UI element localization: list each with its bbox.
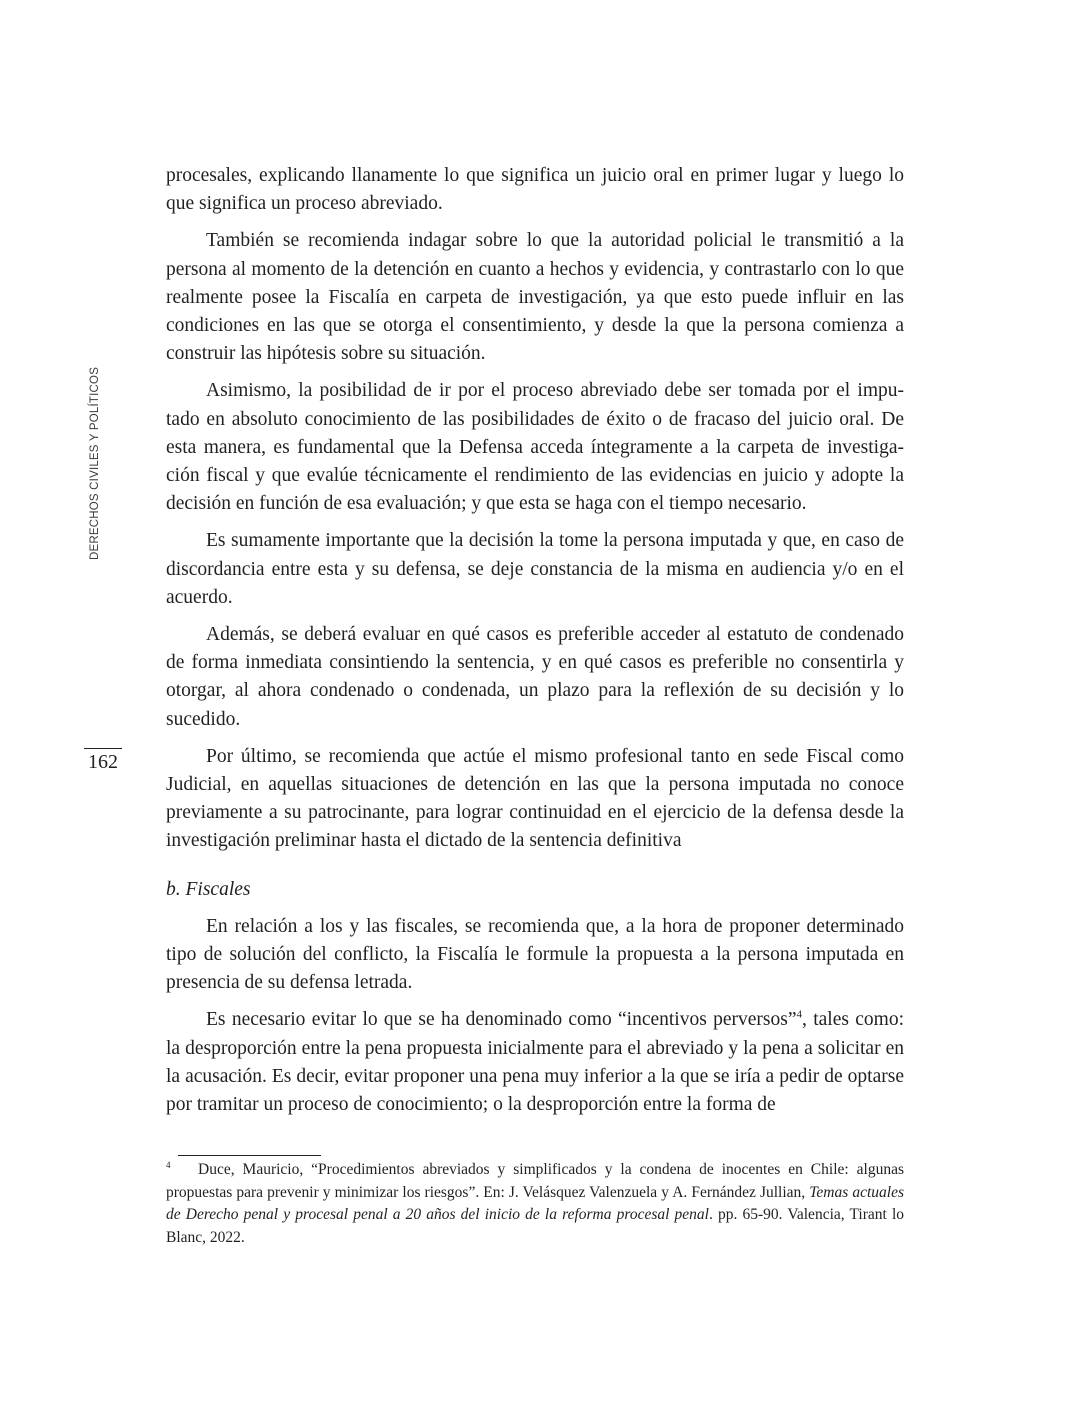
body-paragraph: Además, se deberá evaluar en qué casos es preferible acceder al estatuto de condenado de forma inmediata consintiendo la sentencia, y en qué casos es preferible no consentirla y otorgar, al ahora condenado o condenada, un plazo para la reflexión de su decisión y lo sucedido.	[166, 624, 904, 730]
footnote-title: Temas actuales de Derecho penal y procesal penal a 20 años del inicio de la reforma procesal penal	[166, 1183, 904, 1223]
footnote: 4 Duce, Mauricio, “Procedimientos abreviados y simplificados y la condena de inocentes en Chile: algunas propuestas para prevenir y minimizar los riesgos”. En: J. Velásquez Valenzuela y A. Fernández Jullian, Temas actuales de Derecho penal y procesal penal a 20 años del inicio de la reforma procesal penal. pp. 65-90. Valencia, Tirant lo Blanc, 2022.	[166, 1159, 904, 1246]
page-number: 162	[84, 748, 122, 774]
paragraph-text-before-ref: Es necesario evitar lo que se ha denominado como “incentivos perversos”	[206, 1009, 797, 1031]
footnote-text-after: . pp. 65-90. Valencia, Tirant lo Blanc, 2022.	[166, 1206, 904, 1246]
paragraph-text-after-ref: , tales como: la desproporción entre la pena propuesta inicialmente para el abreviado y la pena a solicitar en la acusación. Es decir, evitar proponer una pena muy inferior a la que se iría a pedir de optarse por tramitar un proceso de conocimiento; o la desproporción entre la forma de	[166, 1009, 904, 1116]
footnote-reference[interactable]: 4	[796, 1008, 803, 1021]
body-paragraph: En relación a los y las fiscales, se recomienda que, a la hora de proponer determinado tipo de solución del conflicto, la Fiscalía le formule la propuesta a la persona imputada en presencia de su defensa letrada.	[166, 915, 904, 994]
main-text	[166, 162, 904, 1128]
running-side-title: DERECHOS CIVILES Y POLÍTICOS	[89, 366, 101, 560]
body-paragraph-with-footnote-ref	[166, 1006, 904, 1119]
footnote-separator	[178, 1155, 321, 1156]
body-paragraph: También se recomienda indagar sobre lo que la autoridad policial le transmitió a la persona al momento de la detención en cuanto a hechos y evidencia, y contrastarlo con lo que realmente posee la Fiscalía en carpeta de investigación, ya que esto puede influir en las condiciones en las que se otorga el consentimiento, y desde la que la persona comienza a construir las hipótesis sobre su situación.	[166, 230, 904, 365]
body-paragraph: Es sumamente importante que la decisión la tome la persona imputada y que, en caso de discordancia entre esta y su defensa, se deje constancia de la misma en audiencia y/o en el acuerdo.	[166, 530, 904, 608]
body-paragraph: Asimismo, la posibilidad de ir por el proceso abreviado debe ser tomada por el impu-tado en absoluto conocimiento de las posibilidades de éxito o de fracaso del juicio oral. De esta manera, es fundamental que la Defensa acceda íntegramente a la carpeta de investiga-ción fiscal y que evalúe técnicamente el rendimiento de las evidencias en juicio y adopte la decisión en función de esa evaluación; y que esta se haga con el tiempo necesario.	[166, 380, 904, 515]
body-paragraph: procesales, explicando llanamente lo que significa un juicio oral en primer lugar y luego lo que significa un proceso abreviado.	[166, 165, 904, 215]
section-heading: b. Fiscales	[166, 878, 251, 900]
footnote-text-before: Duce, Mauricio, “Procedimientos abreviados y simplificados y la condena de inocentes en Chile: algunas propuestas para prevenir y minimizar los riesgos”. En: J. Velásquez Valenzuela y A. Fernández Jullian,	[166, 1161, 904, 1201]
body-paragraph: Por último, se recomienda que actúe el mismo profesional tanto en sede Fiscal como Judicial, en aquellas situaciones de detención en las que la persona imputada no conoce previamente a su patrocinante, para lograr continuidad en el ejercicio de la defensa desde la investigación preliminar hasta el dictado de la sentencia definitiva	[166, 745, 904, 852]
